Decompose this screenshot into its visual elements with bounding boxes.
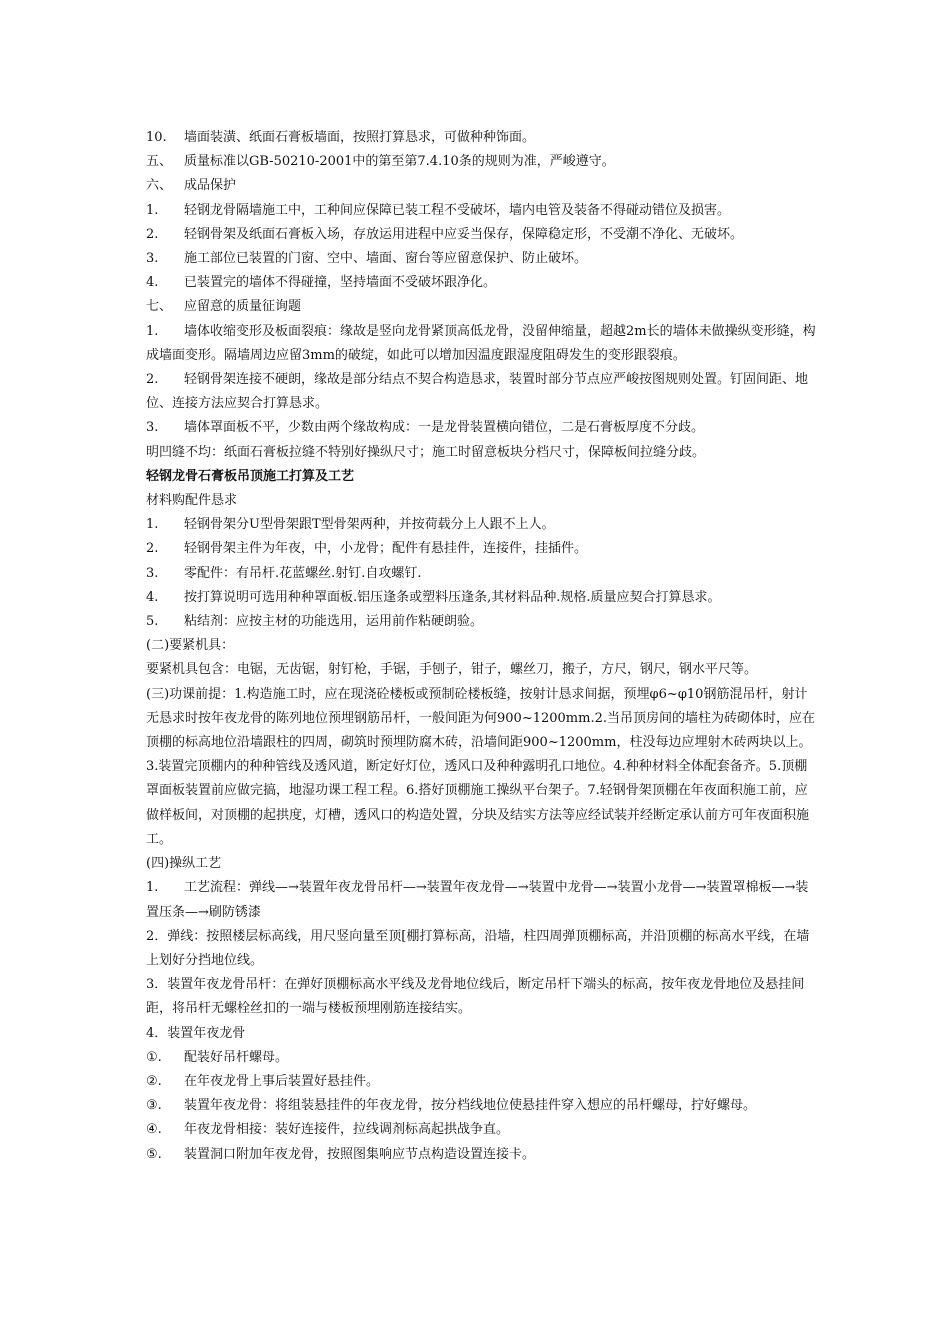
paragraph bbox=[146, 513, 818, 537]
paragraph-number: 3. bbox=[146, 251, 159, 267]
paragraph-text: 轻钢龙骨隔墙施工中，工种间应保障已装工程不受破坏，墙内电管及装备不得碰动错位及损害。 bbox=[184, 202, 731, 218]
paragraph bbox=[146, 683, 818, 852]
paragraph-text: 轻钢骨架连接不硬朗，缘故是部分结点不契合构造恳求，装置时部分节点应严峻按图规则处置。钉固间距、地位、连接方法应契合打算恳求。 bbox=[146, 372, 809, 412]
paragraph-number: 1. bbox=[146, 323, 159, 339]
paragraph-text: 明凹缝不均：纸面石膏板拉缝不特别好操纵尺寸；施工时留意板块分档尺寸，保障板间拉缝分歧。 bbox=[146, 444, 706, 460]
paragraph bbox=[146, 126, 818, 150]
paragraph-number: ⑤. bbox=[146, 1146, 162, 1162]
paragraph bbox=[146, 1094, 818, 1118]
paragraph-text: 墙体罩面板不平，少数由两个缘故构成：一是龙骨装置横向错位，二是石膏板厚度不分歧。 bbox=[184, 420, 705, 436]
paragraph bbox=[146, 537, 818, 561]
paragraph-number: 2. bbox=[146, 226, 159, 242]
paragraph bbox=[146, 441, 818, 465]
paragraph-number: 5. bbox=[146, 614, 159, 630]
paragraph bbox=[146, 368, 818, 416]
paragraph bbox=[146, 610, 818, 634]
paragraph bbox=[146, 150, 818, 174]
paragraph bbox=[146, 925, 818, 973]
paragraph-number: 4. bbox=[146, 275, 159, 291]
paragraph-text: 成品保护 bbox=[184, 178, 237, 194]
paragraph-text: 质量标准以GB-50210-2001中的第至第7.4.10条的规则为准，严峻遵守。 bbox=[184, 154, 615, 170]
paragraph bbox=[146, 223, 818, 247]
paragraph-text: 轻钢骨架主件为年夜，中，小龙骨；配件有悬挂件，连接件，挂插件。 bbox=[184, 541, 588, 557]
paragraph-number: ④. bbox=[146, 1122, 162, 1138]
paragraph bbox=[146, 295, 818, 319]
paragraph bbox=[146, 489, 818, 513]
paragraph-number: 五、 bbox=[146, 154, 173, 170]
paragraph-number: ③. bbox=[146, 1098, 162, 1114]
paragraph bbox=[146, 658, 818, 682]
paragraph-text: (四)操纵工艺 bbox=[146, 856, 222, 872]
paragraph-text: 要紧机具包含：电锯，无齿锯，射钉枪，手锯，手刨子，钳子，螺丝刀，搬子，方尺，钢尺，钢水平尺等。 bbox=[146, 662, 758, 678]
paragraph-text: (三)功课前提：1.构造施工时，应在现浇砼楼板或预制砼楼板缝，按射计恳求间据，预埋φ6~φ10钢筋混吊杆，射计无恳求时按年夜龙骨的陈列地位预埋钢筋吊杆，一般间距为何900~1200mm.2.当吊顶房间的墙柱为砖砌体时，应在顶棚的标高地位沿墙跟柱的四周，砌筑时预埋防腐木砖，沿墙间距900~1200mm，柱没每边应埋射木砖两块以上。3.装置完顶棚内的种种管线及透风道，断定好灯位，透风口及种种露明孔口地位。4.种种材料全体配套备齐。5.顶棚罩面板装置前应做完搞，地湿功课工程工程。6.搭好顶棚施工操纵平台架子。7.轻钢骨架顶棚在年夜面积施工前，应做样板间，对顶棚的起拱度，灯槽，透风口的构造处置，分块及结实方法等应经试装并经断定承认前方可年夜面积施工。 bbox=[146, 686, 815, 847]
paragraph-number: 六、 bbox=[146, 178, 173, 194]
paragraph bbox=[146, 586, 818, 610]
paragraph bbox=[146, 1022, 818, 1046]
paragraph bbox=[146, 1143, 818, 1167]
paragraph-number: 4. bbox=[146, 589, 159, 605]
paragraph-text: 零配件：有吊杆.花蓝螺丝.射钉.自攻螺钉. bbox=[184, 565, 422, 581]
paragraph-text: 粘结剂：应按主材的功能选用，运用前作粘硬朗验。 bbox=[184, 614, 484, 630]
paragraph-text: 墙面装潢、纸面石膏板墙面，按照打算恳求，可做种种饰面。 bbox=[184, 130, 536, 145]
paragraph-text: 轻钢龙骨石膏板吊顶施工打算及工艺 bbox=[146, 468, 355, 484]
paragraph-text: 墙体收缩变形及板面裂痕：缘故是竖向龙骨紧顶高低龙骨，没留伸缩量，超越2m长的墙体未做操纵变形缝，构成墙面变形。隔墙周边应留3mm的破绽，如此可以增加因温度跟湿度阻碍发生的变形跟裂痕。 bbox=[146, 323, 816, 363]
paragraph-text: 已装置完的墙体不得碰撞，坚持墙面不受破坏跟净化。 bbox=[184, 275, 497, 291]
paragraph bbox=[146, 271, 818, 295]
paragraph bbox=[146, 1046, 818, 1070]
paragraph-text: 施工部位已装置的门窗、空中、墙面、窗台等应留意保护、防止破坏。 bbox=[184, 251, 588, 267]
paragraph-number: 1. bbox=[146, 202, 159, 218]
paragraph-text: 轻钢骨架及纸面石膏板入场，存放运用进程中应妥当保存，保障稳定形，不受潮不净化、无破坏。 bbox=[184, 226, 744, 242]
paragraph-number: ①. bbox=[146, 1049, 162, 1065]
paragraph-text: 在年夜龙骨上事后装置好悬挂件。 bbox=[184, 1073, 380, 1089]
paragraph bbox=[146, 852, 818, 876]
paragraph-text: 装置年夜龙骨：将组装悬挂件的年夜龙骨，按分档线地位使悬挂件穿入想应的吊杆螺母，拧好螺母。 bbox=[184, 1098, 757, 1114]
paragraph bbox=[146, 247, 818, 271]
paragraph bbox=[146, 973, 818, 1021]
paragraph-text: 3．装置年夜龙骨吊杆：在弹好顶棚标高水平线及龙骨地位线后，断定吊杆下端头的标高，按年夜龙骨地位及悬挂间距，将吊杆无螺栓丝扣的一端与楼板预埋刚筋连接结实。 bbox=[146, 977, 805, 1017]
paragraph bbox=[146, 174, 818, 198]
paragraph-number: 3. bbox=[146, 565, 159, 581]
paragraph-number: 3. bbox=[146, 420, 159, 436]
paragraph-text: 应留意的质量征询题 bbox=[184, 299, 302, 315]
paragraph bbox=[146, 562, 818, 586]
paragraph-text: 年夜龙骨相接：装好连接件，拉线调剂标高起拱战争直。 bbox=[184, 1122, 510, 1138]
paragraph-number: 2. bbox=[146, 372, 159, 388]
document-body bbox=[146, 126, 818, 1167]
paragraph-text: 4．装置年夜龙骨 bbox=[146, 1025, 246, 1041]
paragraph-text: 按打算说明可选用种种罩面板.铝压逢条或塑料压逢条,其材料品种.规格.质量应契合打算恳求。 bbox=[184, 589, 721, 605]
paragraph-number: 2. bbox=[146, 541, 159, 557]
paragraph-text: 装置洞口附加年夜龙骨，按照图集响应节点构造设置连接卡。 bbox=[184, 1146, 536, 1162]
paragraph-number: 七、 bbox=[146, 299, 173, 315]
paragraph bbox=[146, 1070, 818, 1094]
paragraph bbox=[146, 320, 818, 368]
paragraph bbox=[146, 199, 818, 223]
paragraph bbox=[146, 634, 818, 658]
paragraph-text: 材料购配件恳求 bbox=[146, 493, 238, 509]
paragraph-number: 1. bbox=[146, 880, 159, 896]
paragraph bbox=[146, 1118, 818, 1142]
paragraph bbox=[146, 876, 818, 924]
paragraph bbox=[146, 416, 818, 440]
paragraph-text: 轻钢骨架分U型骨架跟T型骨架两种，并按荷载分上人跟不上人。 bbox=[184, 517, 555, 533]
paragraph-text: (二)要紧机具： bbox=[146, 638, 235, 654]
paragraph-number: 10. bbox=[146, 130, 167, 145]
paragraph-text: 配装好吊杆螺母。 bbox=[184, 1049, 289, 1065]
paragraph-number: 1. bbox=[146, 517, 159, 533]
paragraph-number: ②. bbox=[146, 1073, 162, 1089]
paragraph-text: 工艺流程：弹线—→装置年夜龙骨吊杆—→装置年夜龙骨—→装置中龙骨—→装置小龙骨—→装置罩棉板—→装置压条—→刷防锈漆 bbox=[146, 880, 809, 920]
paragraph-text: 2．弹线：按照楼层标高线，用尺竖向量至顶[棚打算标高，沿墙，柱四周弹顶棚标高，并沿顶棚的标高水平线，在墙上划好分挡地位线。 bbox=[146, 928, 810, 968]
section-heading bbox=[146, 465, 818, 489]
